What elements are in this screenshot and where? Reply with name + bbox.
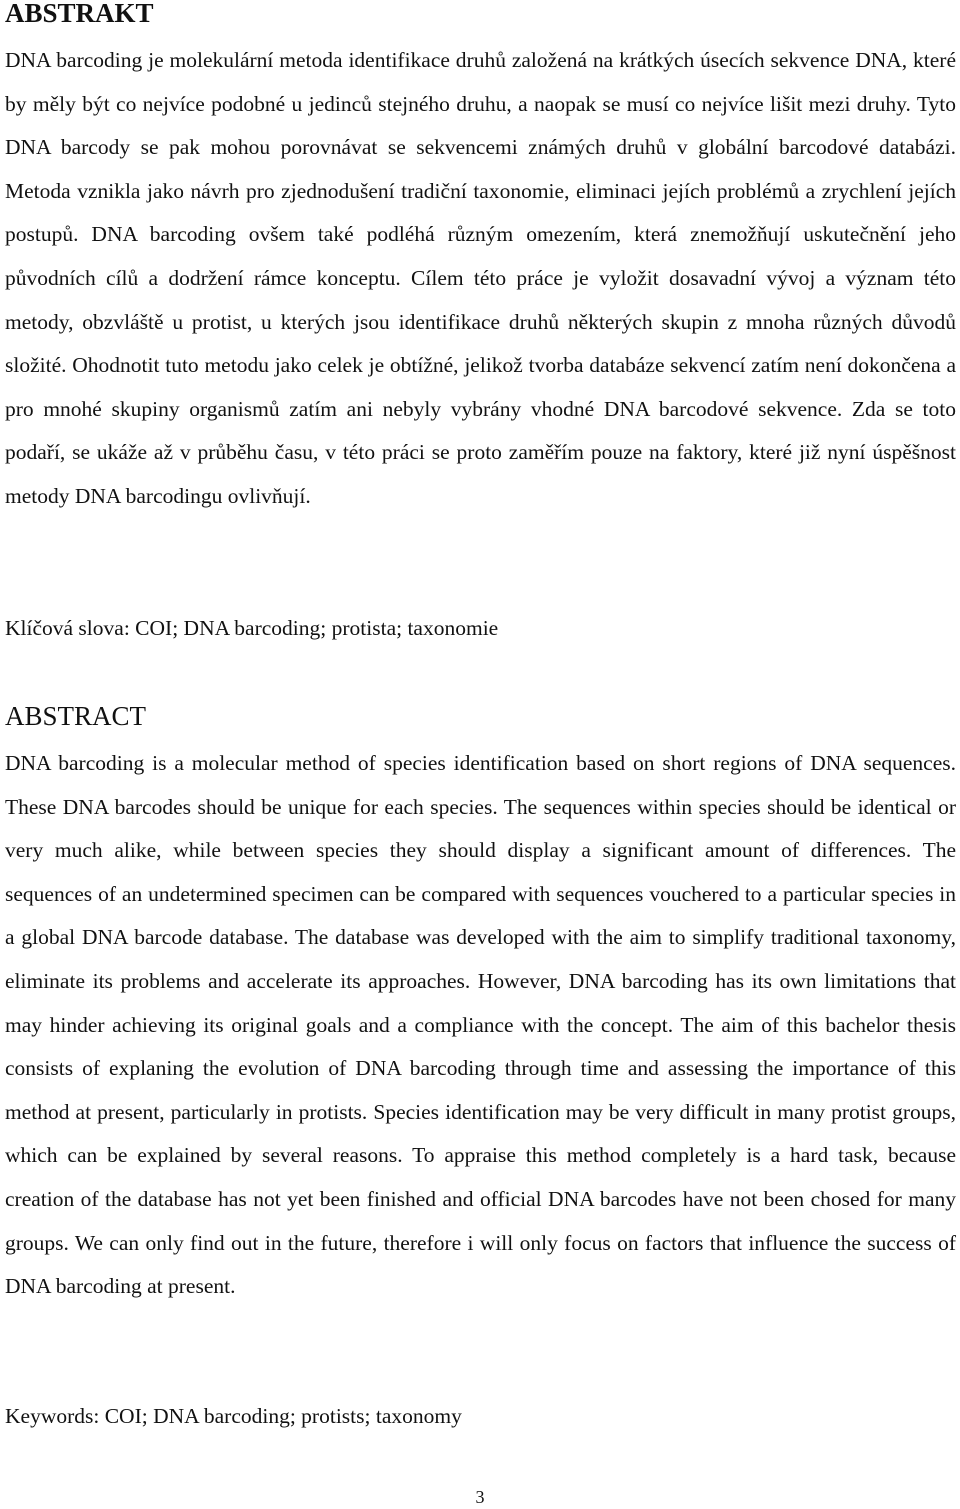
- english-abstract-heading: ABSTRACT: [5, 701, 147, 731]
- english-keywords: Keywords: COI; DNA barcoding; protists; taxonomy: [5, 1404, 462, 1428]
- czech-abstract-heading: ABSTRAKT: [5, 0, 154, 28]
- page-number: 3: [475, 1487, 485, 1507]
- czech-abstract-body: DNA barcoding je molekulární metoda identifikace druhů založená na krátkých úsecích sekvence DNA, které by měly být co nejvíce podobné u jedinců stejného druhu, a naopak se musí co nejvíce lišit mezi druhy. Tyto DNA barcody se pak mohou porovnávat se sekvencemi známých druhů v globální barcodové databázi. Metoda vznikla jako návrh pro zjednodušení tradiční taxonomie, eliminaci jejích problémů a zrychlení jejích postupů. DNA barcoding ovšem také podléhá různým omezením, která znemožňují uskutečnění jeho původních cílů a dodržení rámce konceptu. Cílem této práce je vyložit dosavadní vývoj a význam této metody, obzvláště u protist, u kterých jsou identifikace druhů některých skupin z mnoha různých důvodů složité. Ohodnotit tuto metodu jako celek je obtížné, jelikož tvorba databáze sekvencí zatím není dokončena a pro mnohé skupiny organismů zatím ani nebyly vybrány vhodné DNA barcodové sekvence. Zda se toto podaří, se ukáže až v průběhu času, v této práci se proto zaměřím pouze na faktory, které již nyní úspěšnost metody DNA barcodingu ovlivňují.: [5, 48, 956, 508]
- czech-keywords: Klíčová slova: COI; DNA barcoding; protista; taxonomie: [5, 616, 499, 640]
- english-abstract-body: DNA barcoding is a molecular method of species identification based on short regions of DNA sequences. These DNA barcodes should be unique for each species. The sequences within species should be identical or very much alike, while between species they should display a significant amount of differences. The sequences of an undetermined specimen can be compared with sequences vouchered to a particular species in a global DNA barcode database. The database was developed with the aim to simplify traditional taxonomy, eliminate its problems and accelerate its approaches. However, DNA barcoding has its own limitations that may hinder achieving its original goals and a compliance with the concept. The aim of this bachelor thesis consists of explaning the evolution of DNA barcoding through time and assessing the importance of this method at present, particularly in protists. Species identification may be very difficult in many protist groups, which can be explained by several reasons. To appraise this method completely is a hard task, because creation of the database has not yet been finished and official DNA barcodes have not been chosed for many groups. We can only find out in the future, therefore i will only focus on factors that influence the success of DNA barcoding at present.: [5, 751, 956, 1299]
